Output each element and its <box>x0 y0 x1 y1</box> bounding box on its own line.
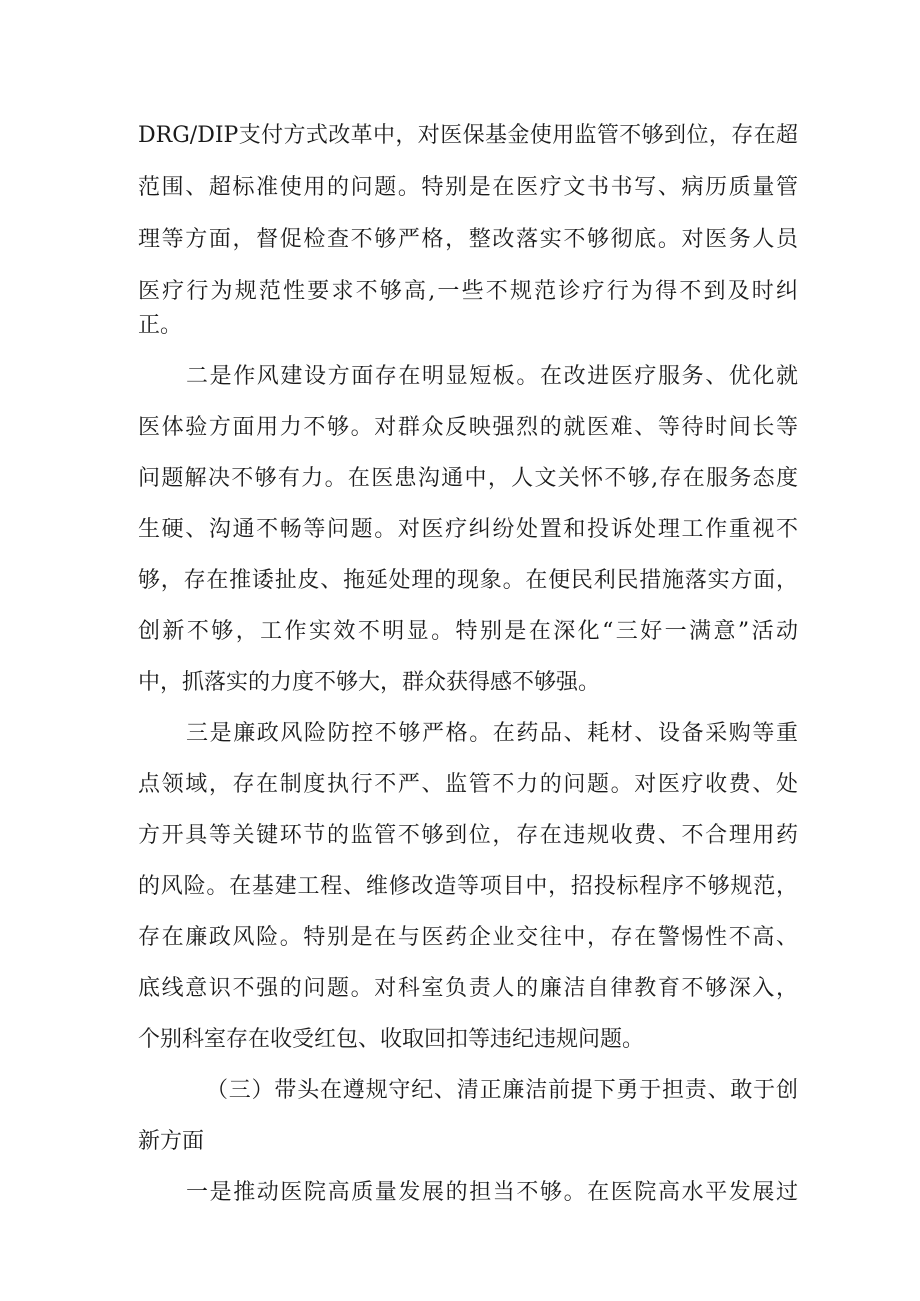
paragraph-line: 二是作风建设方面存在明显短板。在改进医疗服务、优化就 <box>186 364 798 389</box>
paragraph-line: 创新不够，工作实效不明显。特别是在深化“三好一满意”活动 <box>138 619 798 644</box>
paragraph-line: 问题解决不够有力。在医患沟通中，人文关怀不够,存在服务态度 <box>138 466 798 491</box>
section-heading-line: （三）带头在遵规守纪、清正廉洁前提下勇于担责、敢于创 <box>206 1078 798 1103</box>
section-heading-line: 新方面 <box>138 1129 205 1154</box>
paragraph-line: 范围、超标准使用的问题。特别是在医疗文书书写、病历质量管 <box>138 175 798 200</box>
paragraph-line: 正。 <box>138 313 183 338</box>
paragraph-line: 个别科室存在收受红包、收取回扣等违纪违规问题。 <box>138 1027 645 1052</box>
paragraph-line: 够，存在推诿扯皮、拖延处理的现象。在便民利民措施落实方面， <box>138 568 798 593</box>
paragraph-line: 的风险。在基建工程、维修改造等项目中，招投标程序不够规范， <box>138 874 798 899</box>
paragraph-line: 一是推动医院高质量发展的担当不够。在医院高水平发展过 <box>186 1180 798 1205</box>
paragraph-line: 存在廉政风险。特别是在与医药企业交往中，存在警惕性不高、 <box>138 925 798 950</box>
paragraph-line: 生硬、沟通不畅等问题。对医疗纠纷处置和投诉处理工作重视不 <box>138 517 798 542</box>
paragraph-line: 三是廉政风险防控不够严格。在药品、耗材、设备采购等重 <box>186 721 798 746</box>
paragraph-line: 底线意识不强的问题。对科室负责人的廉洁自律教育不够深入， <box>138 976 798 1001</box>
paragraph-line: 医疗行为规范性要求不够高,一些不规范诊疗行为得不到及时纠 <box>138 279 798 304</box>
paragraph-line: 中，抓落实的力度不够大，群众获得感不够强。 <box>138 670 601 695</box>
paragraph-line: 点领域，存在制度执行不严、监管不力的问题。对医疗收费、处 <box>138 772 798 797</box>
paragraph-line: 理等方面，督促检查不够严格，整改落实不够彻底。对医务人员 <box>138 227 798 252</box>
paragraph-line: DRG/DIP支付方式改革中，对医保基金使用监管不够到位，存在超 <box>138 123 798 148</box>
paragraph-line: 医体验方面用力不够。对群众反映强烈的就医难、等待时间长等 <box>138 415 798 440</box>
paragraph-line: 方开具等关键环节的监管不够到位，存在违规收费、不合理用药 <box>138 823 798 848</box>
